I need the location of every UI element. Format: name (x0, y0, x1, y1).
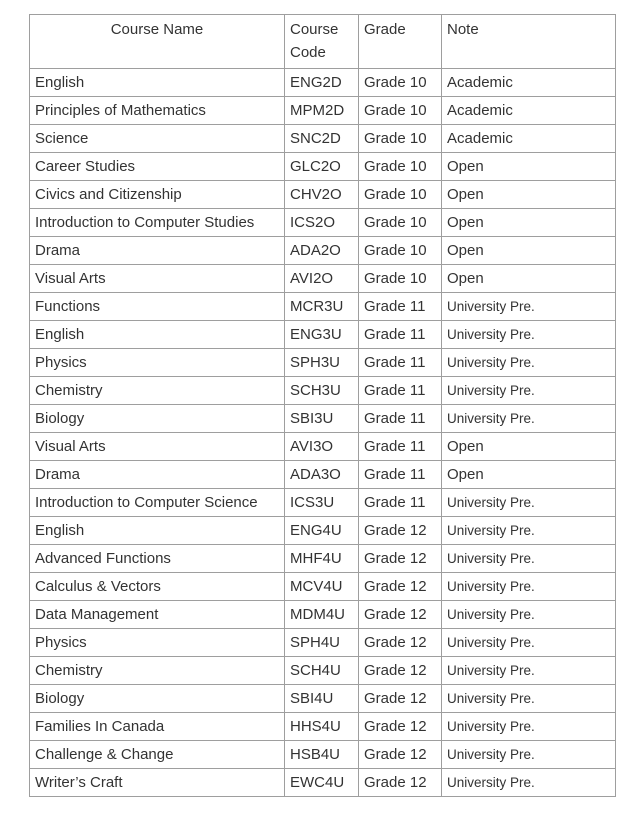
cell-course-code: SCH4U (285, 657, 359, 685)
cell-course-name: English (30, 517, 285, 545)
table-row (30, 405, 616, 433)
cell-grade: Grade 12 (359, 741, 442, 769)
cell-course-name: Career Studies (30, 153, 285, 181)
cell-note: University Pre. (442, 741, 616, 769)
cell-note: University Pre. (442, 601, 616, 629)
cell-note: University Pre. (442, 321, 616, 349)
cell-course-code: ICS3U (285, 489, 359, 517)
header-row (30, 15, 616, 69)
cell-course-name: Introduction to Computer Science (30, 489, 285, 517)
table-row (30, 433, 616, 461)
table-row (30, 181, 616, 209)
header-grade: Grade (359, 15, 442, 69)
cell-course-name: Biology (30, 405, 285, 433)
cell-course-name: English (30, 321, 285, 349)
cell-grade: Grade 12 (359, 769, 442, 797)
cell-note: Open (442, 153, 616, 181)
cell-grade: Grade 10 (359, 97, 442, 125)
cell-course-code: ADA3O (285, 461, 359, 489)
cell-note: Open (442, 181, 616, 209)
cell-course-name: Data Management (30, 601, 285, 629)
cell-course-code: MHF4U (285, 545, 359, 573)
table-row (30, 573, 616, 601)
cell-course-code: GLC2O (285, 153, 359, 181)
cell-course-name: Drama (30, 237, 285, 265)
table-row (30, 461, 616, 489)
table-row (30, 153, 616, 181)
cell-course-code: MCR3U (285, 293, 359, 321)
cell-course-name: Advanced Functions (30, 545, 285, 573)
cell-course-name: Science (30, 125, 285, 153)
cell-course-code: SPH4U (285, 629, 359, 657)
header-course-code: Course Code (285, 15, 359, 69)
cell-grade: Grade 10 (359, 265, 442, 293)
cell-note: University Pre. (442, 517, 616, 545)
cell-note: University Pre. (442, 349, 616, 377)
cell-grade: Grade 10 (359, 237, 442, 265)
cell-course-name: Biology (30, 685, 285, 713)
cell-grade: Grade 10 (359, 125, 442, 153)
table-row (30, 125, 616, 153)
cell-course-code: SPH3U (285, 349, 359, 377)
cell-grade: Grade 12 (359, 517, 442, 545)
cell-grade: Grade 11 (359, 293, 442, 321)
cell-grade: Grade 11 (359, 489, 442, 517)
cell-note: University Pre. (442, 489, 616, 517)
cell-course-code: ENG4U (285, 517, 359, 545)
cell-grade: Grade 12 (359, 545, 442, 573)
table-row (30, 237, 616, 265)
cell-note: University Pre. (442, 713, 616, 741)
cell-grade: Grade 10 (359, 153, 442, 181)
cell-grade: Grade 11 (359, 377, 442, 405)
table-row (30, 293, 616, 321)
table-row (30, 629, 616, 657)
cell-grade: Grade 12 (359, 601, 442, 629)
cell-grade: Grade 12 (359, 685, 442, 713)
table-row (30, 685, 616, 713)
cell-note: Academic (442, 125, 616, 153)
cell-course-code: HSB4U (285, 741, 359, 769)
cell-course-name: Physics (30, 349, 285, 377)
table-row (30, 601, 616, 629)
cell-note: University Pre. (442, 685, 616, 713)
cell-note: Open (442, 433, 616, 461)
cell-course-name: Chemistry (30, 377, 285, 405)
cell-course-name: Drama (30, 461, 285, 489)
table-row (30, 741, 616, 769)
cell-grade: Grade 11 (359, 349, 442, 377)
cell-grade: Grade 10 (359, 69, 442, 97)
table-row (30, 265, 616, 293)
cell-note: Open (442, 461, 616, 489)
cell-course-code: ENG3U (285, 321, 359, 349)
cell-note: Academic (442, 97, 616, 125)
cell-course-name: Civics and Citizenship (30, 181, 285, 209)
table-row (30, 377, 616, 405)
cell-course-name: Challenge & Change (30, 741, 285, 769)
cell-note: University Pre. (442, 629, 616, 657)
cell-course-code: AVI3O (285, 433, 359, 461)
table-header (30, 15, 616, 69)
cell-note: Open (442, 237, 616, 265)
cell-grade: Grade 11 (359, 461, 442, 489)
cell-course-code: HHS4U (285, 713, 359, 741)
cell-course-code: CHV2O (285, 181, 359, 209)
cell-grade: Grade 12 (359, 629, 442, 657)
table-row (30, 545, 616, 573)
cell-grade: Grade 12 (359, 713, 442, 741)
table-row (30, 321, 616, 349)
cell-course-name: Physics (30, 629, 285, 657)
cell-grade: Grade 11 (359, 433, 442, 461)
table-row (30, 69, 616, 97)
table-row (30, 97, 616, 125)
course-table (29, 14, 616, 797)
cell-note: Open (442, 265, 616, 293)
cell-course-code: ADA2O (285, 237, 359, 265)
cell-course-name: English (30, 69, 285, 97)
cell-note: University Pre. (442, 573, 616, 601)
header-course-name: Course Name (30, 15, 285, 69)
cell-grade: Grade 10 (359, 209, 442, 237)
cell-course-name: Writer’s Craft (30, 769, 285, 797)
cell-note: Open (442, 209, 616, 237)
cell-note: University Pre. (442, 545, 616, 573)
table-row (30, 517, 616, 545)
cell-course-name: Principles of Mathematics (30, 97, 285, 125)
cell-course-code: SNC2D (285, 125, 359, 153)
table-row (30, 489, 616, 517)
cell-note: University Pre. (442, 405, 616, 433)
cell-course-code: SCH3U (285, 377, 359, 405)
cell-note: University Pre. (442, 293, 616, 321)
cell-grade: Grade 12 (359, 657, 442, 685)
table-row (30, 713, 616, 741)
cell-course-code: EWC4U (285, 769, 359, 797)
cell-course-code: MPM2D (285, 97, 359, 125)
table-body (30, 69, 616, 797)
table-row (30, 209, 616, 237)
cell-course-code: SBI4U (285, 685, 359, 713)
cell-course-code: ENG2D (285, 69, 359, 97)
cell-grade: Grade 10 (359, 181, 442, 209)
cell-note: University Pre. (442, 657, 616, 685)
cell-course-code: AVI2O (285, 265, 359, 293)
cell-course-name: Visual Arts (30, 265, 285, 293)
table-row (30, 769, 616, 797)
cell-grade: Grade 11 (359, 405, 442, 433)
cell-grade: Grade 12 (359, 573, 442, 601)
cell-course-code: ICS2O (285, 209, 359, 237)
header-note: Note (442, 15, 616, 69)
cell-course-name: Visual Arts (30, 433, 285, 461)
cell-note: University Pre. (442, 377, 616, 405)
cell-course-name: Chemistry (30, 657, 285, 685)
cell-course-name: Families In Canada (30, 713, 285, 741)
cell-course-name: Functions (30, 293, 285, 321)
table-row (30, 657, 616, 685)
cell-grade: Grade 11 (359, 321, 442, 349)
cell-course-code: SBI3U (285, 405, 359, 433)
cell-course-name: Calculus & Vectors (30, 573, 285, 601)
cell-note: University Pre. (442, 769, 616, 797)
cell-course-code: MDM4U (285, 601, 359, 629)
cell-note: Academic (442, 69, 616, 97)
cell-course-code: MCV4U (285, 573, 359, 601)
table-row (30, 349, 616, 377)
cell-course-name: Introduction to Computer Studies (30, 209, 285, 237)
